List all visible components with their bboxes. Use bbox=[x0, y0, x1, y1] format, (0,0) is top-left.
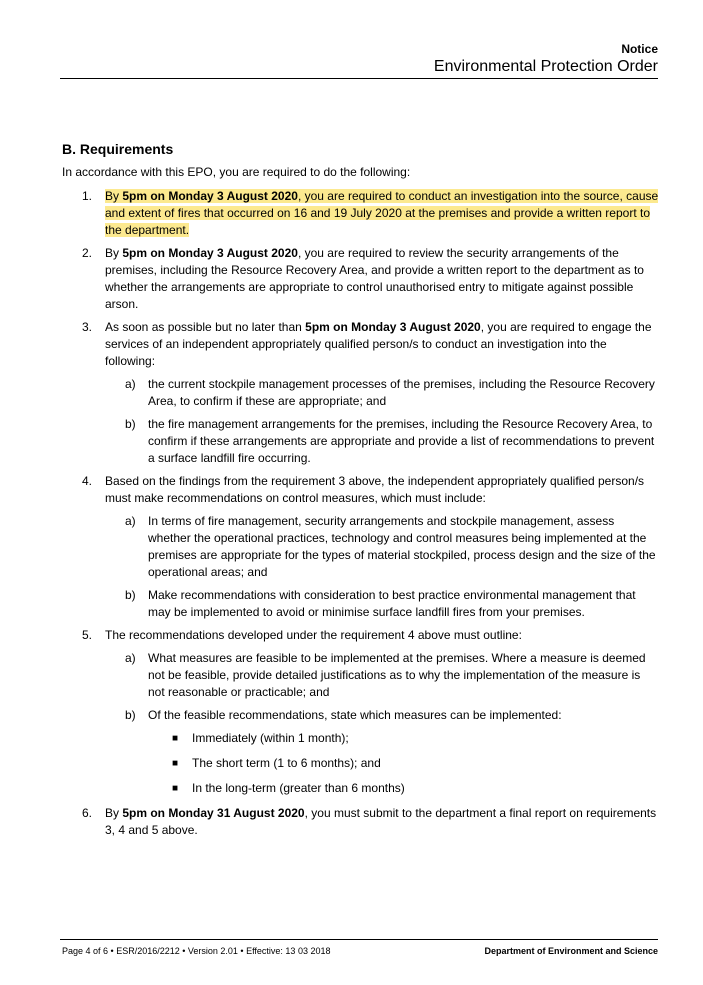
footer-page-info: Page 4 of 6 • ESR/2016/2212 • Version 2.01 • Effective: 13 03 2018 bbox=[62, 946, 331, 956]
sub-item-5b bbox=[62, 707, 660, 724]
requirement-text-post: , you are required to conduct an investigation into the source, cause and extent of fires that occurred on 16 and 19 July 2020 at the premises and provide a written report to the department. bbox=[105, 189, 659, 237]
requirement-deadline: 5pm on Monday 31 August 2020 bbox=[122, 806, 305, 820]
requirement-text-post: , you are required to review the security arrangements of the premises, including the Resource Recovery Area, and provide a written report to the department as to whether the arrangements are appropriate to control unauthorised entry to mitigate against possible arson. bbox=[105, 246, 644, 311]
sub-item-4b bbox=[62, 587, 660, 621]
requirement-number: 5. bbox=[82, 628, 93, 642]
sub-item-letter: b) bbox=[125, 708, 136, 722]
sub-item-3b bbox=[62, 416, 660, 467]
bullet-icon: ■ bbox=[172, 783, 179, 794]
section-title: B. Requirements bbox=[62, 141, 174, 157]
sub-item-text: In terms of fire management, security arrangements and stockpile management, assess whether the operational practices, technology and control measures being implemented at the premises are appropriate for the types of material stockpiled, process design and the size of the operational areas; and bbox=[148, 514, 656, 579]
bullet-item bbox=[62, 755, 660, 772]
header-order-title: Environmental Protection Order bbox=[433, 58, 658, 75]
requirement-deadline: 5pm on Monday 3 August 2020 bbox=[122, 189, 298, 203]
requirement-deadline: 5pm on Monday 3 August 2020 bbox=[122, 246, 298, 260]
requirement-number: 1. bbox=[82, 189, 93, 203]
requirement-text: The recommendations developed under the requirement 4 above must outline: bbox=[105, 628, 522, 642]
requirement-text-post: , you are required to engage the services of an independent appropriately qualified person/s to conduct an investigation into the following: bbox=[105, 320, 652, 368]
sub-item-letter: b) bbox=[125, 417, 136, 431]
sub-item-text: What measures are feasible to be implemented at the premises. Where a measure is deemed not be feasible, provide detailed justifications as to why the implementation of the measure is not reasonable or practicable; and bbox=[148, 651, 646, 699]
bullet-icon: ■ bbox=[172, 733, 179, 744]
header-notice: Notice bbox=[621, 42, 658, 56]
sub-item-letter: a) bbox=[125, 377, 136, 391]
requirement-text-pre: By bbox=[105, 246, 123, 260]
requirement-1 bbox=[62, 188, 660, 239]
footer-rule bbox=[60, 939, 658, 940]
requirement-text-pre: By bbox=[105, 189, 123, 203]
requirement-text-pre: By bbox=[105, 806, 123, 820]
bullet-item bbox=[62, 780, 660, 797]
requirement-4 bbox=[62, 473, 660, 507]
sub-item-letter: a) bbox=[125, 514, 136, 528]
sub-item-letter: b) bbox=[125, 588, 136, 602]
bullet-item bbox=[62, 730, 660, 747]
sub-item-text: Of the feasible recommendations, state which measures can be implemented: bbox=[148, 708, 562, 722]
requirement-text-post: , you must submit to the department a final report on requirements 3, 4 and 5 above. bbox=[105, 806, 657, 837]
requirement-number: 3. bbox=[82, 320, 93, 334]
requirement-3 bbox=[62, 319, 660, 370]
bullet-text: The short term (1 to 6 months); and bbox=[192, 756, 381, 770]
sub-item-3a bbox=[62, 376, 660, 410]
requirement-6 bbox=[62, 805, 660, 839]
page-body bbox=[62, 140, 660, 845]
requirement-text-pre: As soon as possible but no later than bbox=[105, 320, 306, 334]
section-intro: In accordance with this EPO, you are required to do the following: bbox=[62, 165, 411, 179]
requirement-text: Based on the findings from the requirement 3 above, the independent appropriately qualified person/s must make recommendations on control measures, which must include: bbox=[105, 474, 645, 505]
requirement-number: 6. bbox=[82, 806, 93, 820]
bullet-icon: ■ bbox=[172, 758, 179, 769]
page-header bbox=[60, 42, 658, 76]
bullet-text: In the long-term (greater than 6 months) bbox=[192, 781, 405, 795]
sub-item-5a bbox=[62, 650, 660, 701]
footer-department: Department of Environment and Science bbox=[484, 946, 658, 956]
sub-item-text: Make recommendations with consideration to best practice environmental management that may be implemented to avoid or minimise surface landfill fires from your premises. bbox=[148, 588, 636, 619]
requirement-number: 4. bbox=[82, 474, 93, 488]
requirement-deadline: 5pm on Monday 3 August 2020 bbox=[305, 320, 481, 334]
sub-item-letter: a) bbox=[125, 651, 136, 665]
requirement-5 bbox=[62, 627, 660, 644]
highlighted-text bbox=[105, 189, 658, 237]
requirement-2 bbox=[62, 245, 660, 313]
header-rule bbox=[60, 78, 658, 79]
sub-item-4a bbox=[62, 513, 660, 581]
bullet-text: Immediately (within 1 month); bbox=[192, 731, 349, 745]
sub-item-text: the fire management arrangements for the premises, including the Resource Recovery Area, to confirm if these arrangements are appropriate and provide a list of recommendations to prevent a surface landfill fire occurring. bbox=[148, 417, 655, 465]
requirement-number: 2. bbox=[82, 246, 93, 260]
sub-item-text: the current stockpile management processes of the premises, including the Resource Recovery Area, to confirm if these are appropriate; and bbox=[148, 377, 655, 408]
